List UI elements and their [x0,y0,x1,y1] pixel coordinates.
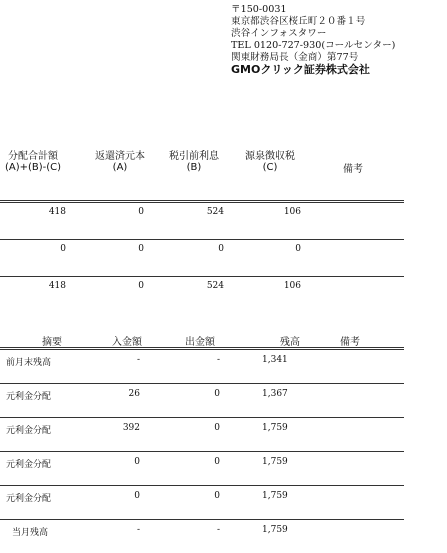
header-withholding-tax: 源泉徴収税 (C) [245,151,295,173]
table-row: 元利金分配 26 0 1,367 [0,383,404,417]
header-pretax-interest: 税引前利息 (B) [169,151,219,173]
ledger-table-header [0,333,404,347]
table-row: 当月残高 - - 1,759 [0,519,404,553]
telephone: TEL 0120-727-930(コールセンター) [231,40,396,51]
address-line-1: 東京都渋谷区桜丘町２０番１号 [231,16,366,27]
company-name: GMOクリック証券株式会社 [231,63,370,76]
table-row: 元利金分配 392 0 1,759 [0,417,404,451]
header-total-distribution: 分配合計額 (A)+(B)-(C) [4,151,62,173]
distribution-table-header [0,151,404,200]
header-deposit: 入金額 [112,337,142,348]
header-remarks: 備考 [340,337,360,348]
table-row: 418 0 524 106 [0,276,404,313]
header-balance: 残高 [280,337,300,348]
header-withdrawal: 出金額 [185,337,215,348]
header-returned-principal: 返還済元本 (A) [95,151,145,173]
ledger-table [0,333,404,553]
registration-number: 関東財務局長（金商）第77号 [231,52,359,63]
company-address-block [231,4,395,76]
distribution-table [0,151,404,313]
postal-code: 〒150-0031 [231,4,287,15]
table-row: 418 0 524 106 [0,200,404,239]
table-row: 元利金分配 0 0 1,759 [0,451,404,485]
header-description: 摘要 [42,337,62,348]
address-line-2: 渋谷インフォスタワー [231,28,327,39]
table-row: 0 0 0 0 [0,239,404,276]
table-row: 前月末残高 - - 1,341 [0,347,404,383]
table-row: 元利金分配 0 0 1,759 [0,485,404,519]
header-remarks: 備考 [343,164,363,175]
